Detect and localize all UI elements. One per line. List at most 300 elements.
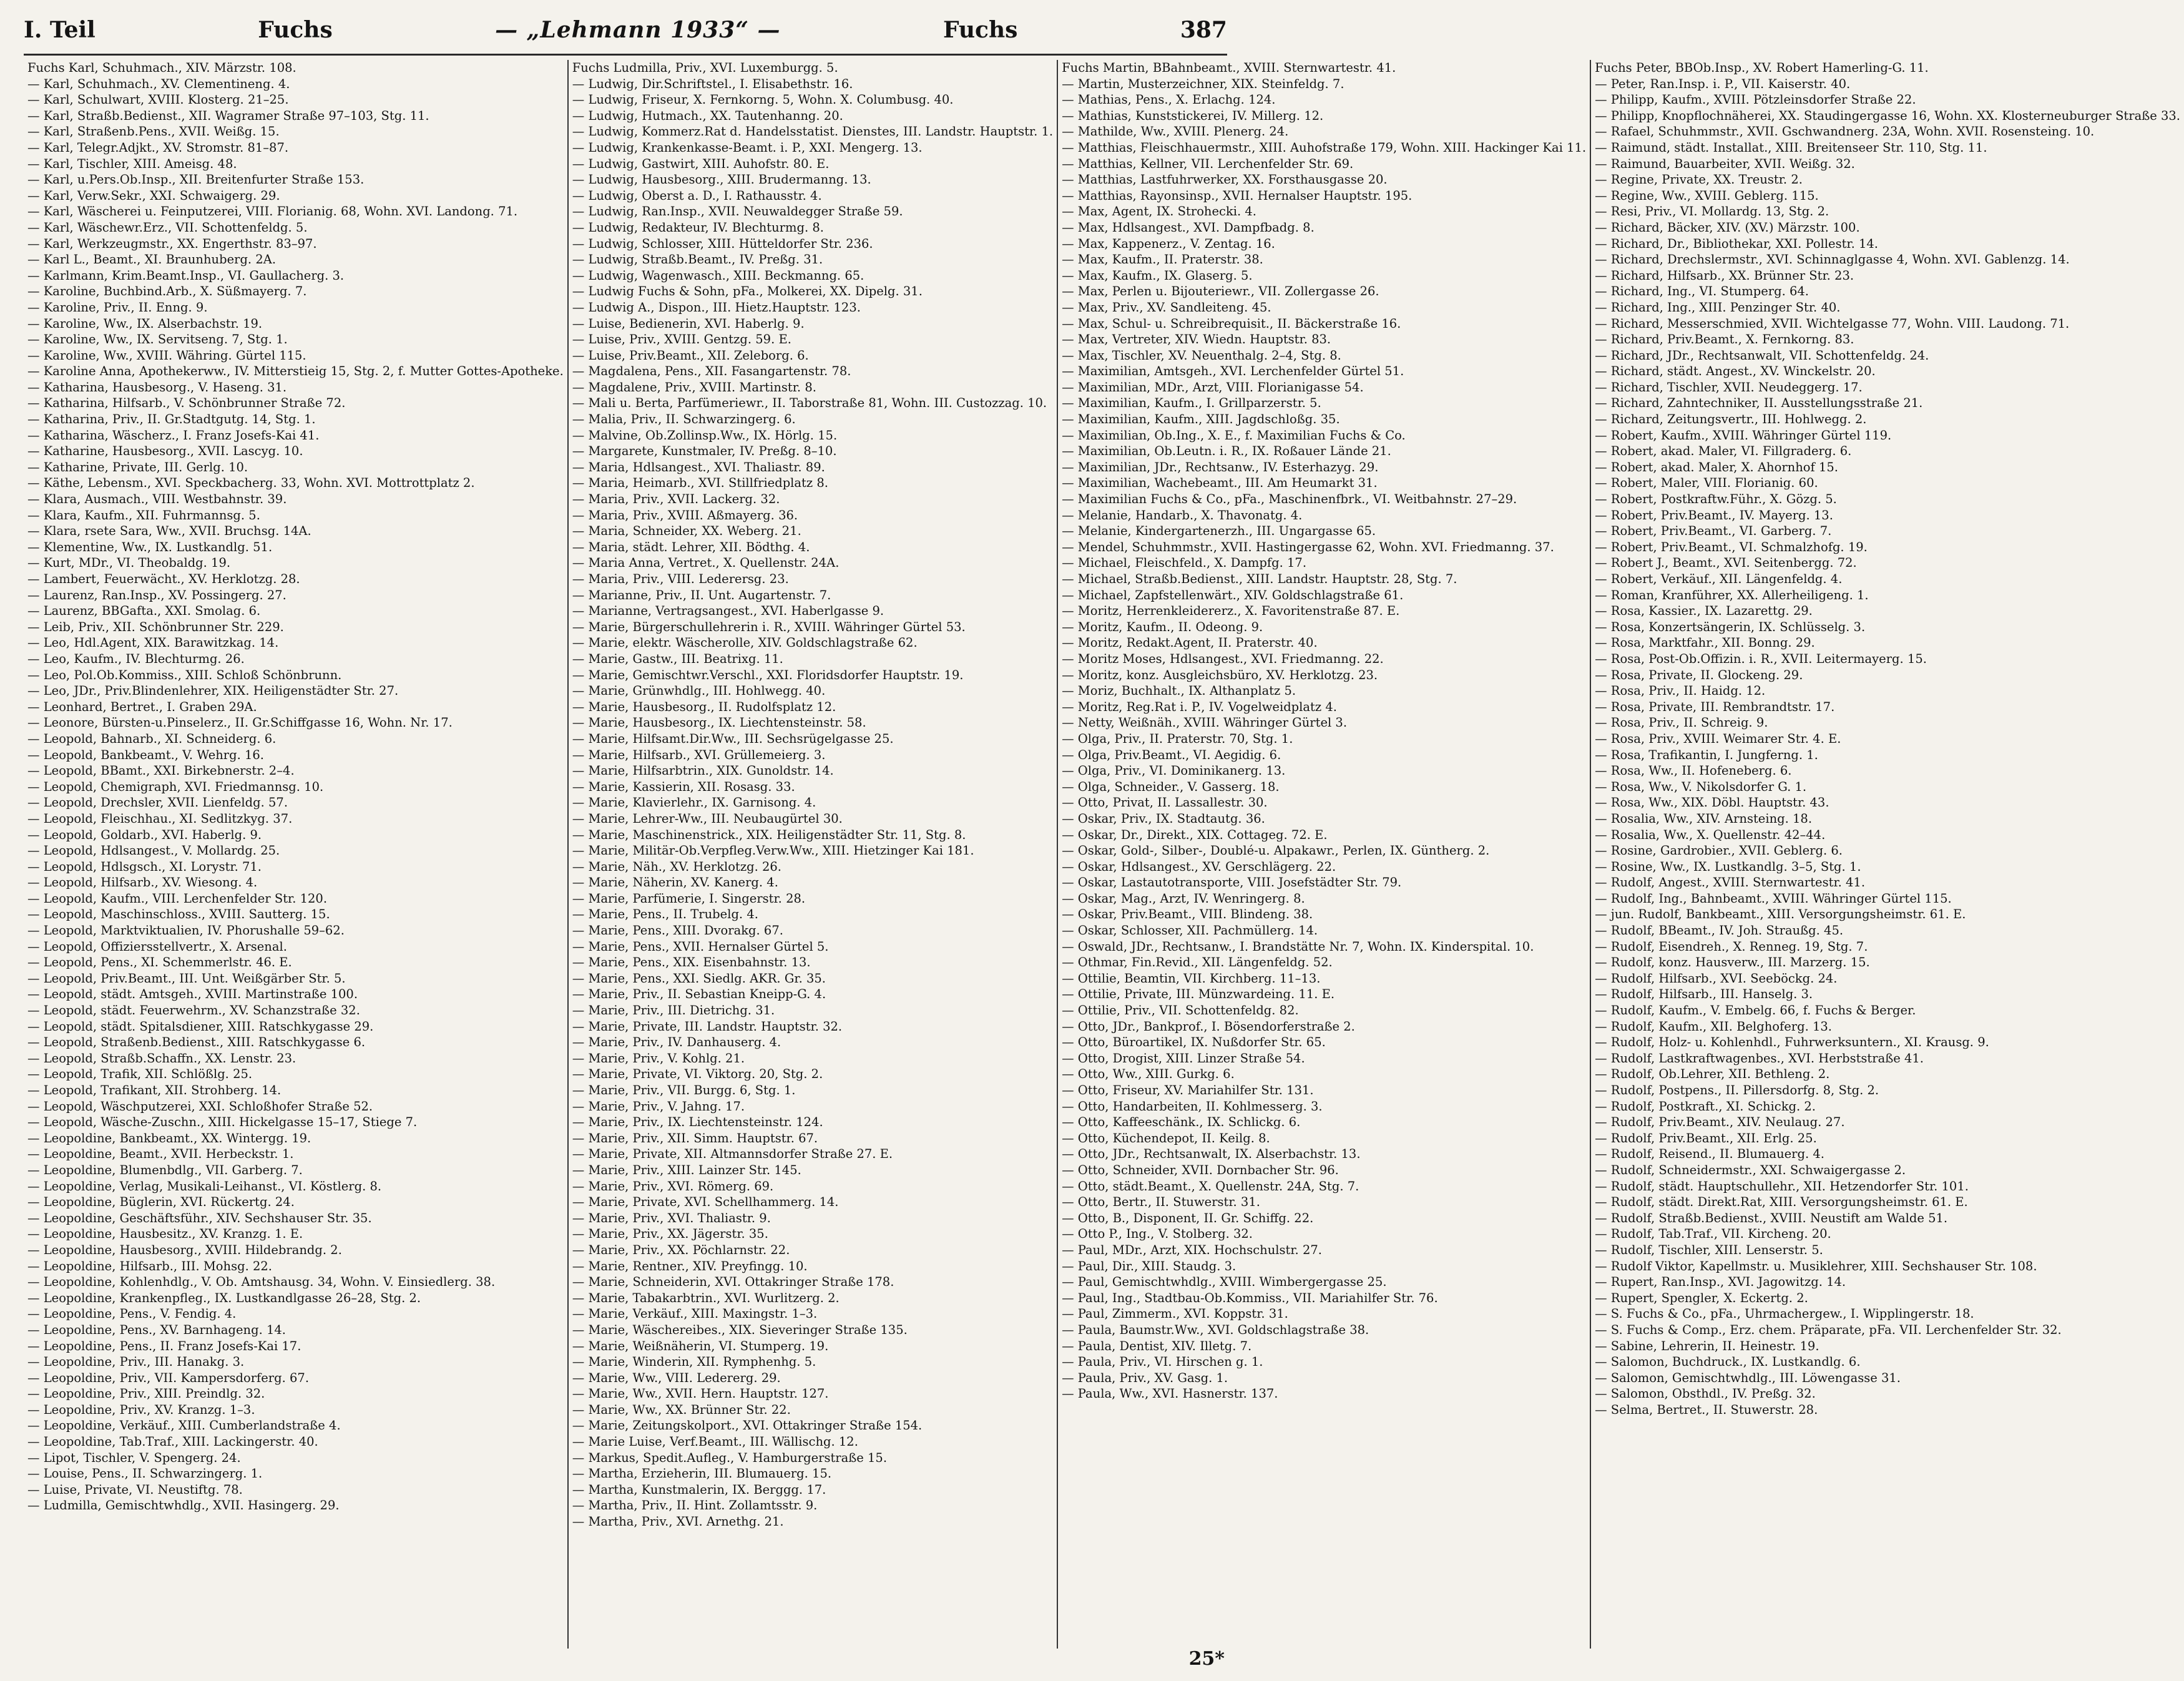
- directory-entry: — Otto, JDr., Bankprof., I. Bösendorferstraße 2.: [1062, 1019, 1355, 1034]
- directory-entry: — Rudolf, Priv.Beamt., XII. Erlg. 25.: [1595, 1130, 1817, 1145]
- directory-entry: — Robert, Kaufm., XVIII. Währinger Gürtel 119.: [1595, 428, 1892, 443]
- directory-entry: — Karoline, Ww., IX. Servitseng. 7, Stg. 1.: [27, 332, 288, 347]
- directory-entry: — Rudolf, Kaufm., V. Embelg. 66, f. Fuchs & Berger.: [1595, 1003, 1916, 1018]
- directory-entry: — Otto, Friseur, XV. Mariahilfer Str. 131.: [1062, 1083, 1314, 1097]
- directory-entry: — Philipp, Knopflochnäherei, XX. Staudingergasse 16, Wohn. XX. Klosterneuburger Straße 33.: [1595, 108, 2180, 123]
- directory-entry: — Leopoldine, Bankbeamt., XX. Wintergg. 19.: [27, 1130, 311, 1145]
- directory-entry: — Moriz, Buchhalt., IX. Althanplatz 5.: [1062, 684, 1296, 698]
- directory-entry: — Paul, Gemischtwhdlg., XVIII. Wimbergergasse 25.: [1062, 1275, 1387, 1290]
- directory-entry: — Leopold, städt. Feuerwehrm., XV. Schanzstraße 32.: [27, 1003, 360, 1018]
- directory-entry: — Leopoldine, Beamt., XVII. Herbeckstr. 1.: [27, 1147, 294, 1162]
- directory-entry: — Karl, u.Pers.Ob.Insp., XII. Breitenfurter Straße 153.: [27, 172, 365, 187]
- directory-entry: — Rudolf, Angest., XVIII. Sternwartestr. 41.: [1595, 875, 1866, 890]
- directory-entry: — Marie, Pens., II. Trubelg. 4.: [572, 907, 758, 922]
- directory-entry: — Karoline Anna, Apothekerww., IV. Mitterstieig 15, Stg. 2, f. Mutter Gottes-Apotheke.: [27, 364, 564, 379]
- directory-entry: — Ludwig, Ran.Insp., XVII. Neuwaldegger Straße 59.: [572, 204, 903, 219]
- directory-entry: — Lambert, Feuerwächt., XV. Herklotzg. 28.: [27, 572, 300, 586]
- directory-entry: — Moritz Moses, Hdlsangest., XVI. Friedmanng. 22.: [1062, 651, 1384, 666]
- directory-entry: — Leopoldine, Hilfsarb., III. Mohsg. 22.: [27, 1258, 272, 1273]
- column-1: [24, 60, 569, 1649]
- directory-entry: — Karl, Werkzeugmstr., XX. Engerthstr. 83–97.: [27, 236, 317, 251]
- directory-entry: — Rosa, Marktfahr., XII. Bonng. 29.: [1595, 635, 1815, 650]
- directory-entry: — Otto, Drogist, XIII. Linzer Straße 54.: [1062, 1051, 1305, 1066]
- directory-entry: — Oskar, Lastautotransporte, VIII. Josefstädter Str. 79.: [1062, 875, 1402, 890]
- directory-entry: — Rosa, Kassier., IX. Lazarettg. 29.: [1595, 604, 1813, 619]
- directory-entry: — Richard, Dr., Bibliothekar, XXI. Pollestr. 14.: [1595, 236, 1879, 251]
- directory-entry: — Rudolf, Hilfsarb., XVI. Seeböckg. 24.: [1595, 971, 1838, 986]
- directory-entry: — Rosa, Priv., II. Schreig. 9.: [1595, 715, 1768, 730]
- directory-entry: — Rudolf, Lastkraftwagenbes., XVI. Herbststraße 41.: [1595, 1051, 1924, 1066]
- directory-entry: — Robert, Priv.Beamt., VI. Garberg. 7.: [1595, 524, 1832, 539]
- directory-entry: — Richard, Hilfsarb., XX. Brünner Str. 23.: [1595, 268, 1854, 283]
- directory-entry: — Leopold, Wäschputzerei, XXI. Schloßhofer Straße 52.: [27, 1099, 373, 1114]
- directory-entry: — Rudolf, Reisend., II. Blumauerg. 4.: [1595, 1147, 1824, 1162]
- directory-entry: — Robert, Postkraftw.Führ., X. Gözg. 5.: [1595, 492, 1837, 507]
- directory-entry: — Marie, Maschinenstrick., XIX. Heiligenstädter Str. 11, Stg. 8.: [572, 827, 966, 842]
- directory-entry: — Max, Vertreter, XIV. Wiedn. Hauptstr. 83.: [1062, 332, 1331, 347]
- directory-entry: — Marie, Militär-Ob.Verpfleg.Verw.Ww., XIII. Hietzinger Kai 181.: [572, 843, 974, 858]
- directory-entry: — Leopoldine, Pens., XV. Barnhageng. 14.: [27, 1322, 286, 1337]
- directory-entry: — Leopold, Hdlsgsch., XI. Lorystr. 71.: [27, 859, 262, 874]
- directory-entry: — Marie, Private, XII. Altmannsdorfer Straße 27. E.: [572, 1147, 893, 1162]
- header-surname-right: Fuchs: [943, 17, 1018, 43]
- directory-entry: — Paula, Priv., VI. Hirschen g. 1.: [1062, 1355, 1263, 1370]
- directory-entry: — Regine, Ww., XVIII. Geblerg. 115.: [1595, 188, 1819, 203]
- directory-entry: — Rosa, Private, II. Glockeng. 29.: [1595, 667, 1803, 682]
- directory-entry: — Salomon, Gemischtwhdlg., III. Löwengasse 31.: [1595, 1370, 1901, 1385]
- directory-entry: — Klara, Ausmach., VIII. Westbahnstr. 39.: [27, 492, 287, 507]
- directory-entry: — Martha, Kunstmalerin, IX. Berggg. 17.: [572, 1482, 826, 1497]
- directory-entry: — Katharine, Hausbesorg., XVII. Lascyg. 10.: [27, 444, 303, 459]
- directory-entry: — Resi, Priv., VI. Mollardg. 13, Stg. 2.: [1595, 204, 1829, 219]
- directory-entry: — Katharine, Private, III. Gerlg. 10.: [27, 459, 248, 474]
- directory-entry: — Ludwig, Redakteur, IV. Blechturmg. 8.: [572, 220, 824, 235]
- directory-entry: — Rudolf, Postkraft., XI. Schickg. 2.: [1595, 1099, 1816, 1114]
- directory-entry: — Leopold, Bahnarb., XI. Schneiderg. 6.: [27, 731, 277, 746]
- directory-entry: — Michael, Zapfstellenwärt., XIV. Goldschlagstraße 61.: [1062, 587, 1404, 602]
- directory-entry: — Ludwig, Krankenkasse-Beamt. i. P., XXI. Mengerg. 13.: [572, 140, 923, 155]
- directory-entry: — Martha, Erzieherin, III. Blumauerg. 15.: [572, 1466, 832, 1481]
- directory-entry: — Leopoldine, Büglerin, XVI. Rückertg. 24.: [27, 1195, 295, 1210]
- directory-entry: — Katharina, Wäscherz., I. Franz Josefs-Kai 41.: [27, 428, 320, 443]
- directory-entry: — Marie, Hilfsarb., XVI. Grüllemeierg. 3.: [572, 747, 826, 762]
- directory-entry: — Leopoldine, Priv., III. Hanakg. 3.: [27, 1355, 245, 1370]
- directory-entry: — Richard, städt. Angest., XV. Winckelstr. 20.: [1595, 364, 1876, 379]
- directory-entry: — Marie, Hilfsamt.Dir.Ww., III. Sechsrügelgasse 25.: [572, 731, 894, 746]
- directory-entry: — Paul, Dir., XIII. Staudg. 3.: [1062, 1258, 1236, 1273]
- directory-entry: — Otto, Büroartikel, IX. Nußdorfer Str. 65.: [1062, 1035, 1326, 1050]
- directory-entry: — Marie, Weißnäherin, VI. Stumperg. 19.: [572, 1338, 829, 1353]
- directory-entry: — Marie, Priv., V. Jahng. 17.: [572, 1099, 745, 1114]
- directory-entry: — Leopoldine, Verkäuf., XIII. Cumberlandstraße 4.: [27, 1418, 341, 1433]
- directory-entry: — Maria, Priv., XVIII. Aßmayerg. 36.: [572, 507, 798, 522]
- directory-entry: — Leopold, Straßb.Schaffn., XX. Lenstr. 23.: [27, 1051, 296, 1066]
- directory-entry: — Rudolf, Kaufm., XII. Belghoferg. 13.: [1595, 1019, 1832, 1034]
- directory-entry: — Katharina, Hilfsarb., V. Schönbrunner Straße 72.: [27, 396, 346, 411]
- directory-entry: — Marie, Ww., XX. Brünner Str. 22.: [572, 1402, 791, 1417]
- directory-entry: — Markus, Spedit.Aufleg., V. Hamburgerstraße 15.: [572, 1450, 888, 1465]
- directory-entry: — Maximilian, MDr., Arzt, VIII. Florianigasse 54.: [1062, 380, 1364, 395]
- directory-entry: — jun. Rudolf, Bankbeamt., XIII. Versorgungsheimstr. 61. E.: [1595, 907, 1966, 922]
- directory-entry: — Käthe, Lebensm., XVI. Speckbacherg. 33, Wohn. XVI. Mottrottplatz 2.: [27, 476, 475, 491]
- directory-entry: — Marie, Priv., II. Sebastian Kneipp-G. 4.: [572, 987, 826, 1002]
- directory-entry: — Leo, Kaufm., IV. Blechturmg. 26.: [27, 651, 245, 666]
- directory-entry: — Philipp, Kaufm., XVIII. Pötzleinsdorfer Straße 22.: [1595, 92, 1916, 107]
- column-4: [1591, 60, 2184, 1649]
- directory-entry: — Luise, Private, VI. Neustiftg. 78.: [27, 1482, 243, 1497]
- directory-entry: — Marie, Lehrer-Ww., III. Neubaugürtel 30.: [572, 811, 843, 826]
- directory-entry: — Max, Hdlsangest., XVI. Dampfbadg. 8.: [1062, 220, 1315, 235]
- directory-entry: — Robert, akad. Maler, X. Ahornhof 15.: [1595, 459, 1838, 474]
- directory-entry: — Maximilian, JDr., Rechtsanw., IV. Esterhazyg. 29.: [1062, 459, 1379, 474]
- directory-entry: — Ottilie, Beamtin, VII. Kirchberg. 11–13.: [1062, 971, 1321, 986]
- directory-entry: — Max, Agent, IX. Strohecki. 4.: [1062, 204, 1257, 219]
- directory-entry: — Marie, Priv., IX. Liechtensteinstr. 124.: [572, 1115, 823, 1130]
- directory-entry: — Moritz, Kaufm., II. Odeong. 9.: [1062, 619, 1263, 634]
- directory-entry: — Otto, B., Disponent, II. Gr. Schiffg. 22.: [1062, 1210, 1314, 1225]
- header-surname-left: Fuchs: [258, 17, 333, 43]
- directory-entry: — Karl, Tischler, XIII. Ameisg. 48.: [27, 156, 237, 171]
- directory-entry: — Ottilie, Priv., VII. Schottenfeldg. 82.: [1062, 1003, 1299, 1018]
- directory-entry: — Otto, Handarbeiten, II. Kohlmesserg. 3.: [1062, 1099, 1323, 1114]
- directory-entry: — Leopold, Trafikant, XII. Strohberg. 14.: [27, 1083, 282, 1097]
- directory-entry: — Marie, Priv., VII. Burgg. 6, Stg. 1.: [572, 1083, 796, 1097]
- directory-entry: — Rosa, Private, III. Rembrandtstr. 17.: [1595, 699, 1835, 714]
- directory-entry: — Margarete, Kunstmaler, IV. Preßg. 8–10.: [572, 444, 837, 459]
- directory-entry: — Leopold, städt. Amtsgeh., XVIII. Martinstraße 100.: [27, 987, 358, 1002]
- directory-entry: — Marie, Wäschereibes., XIX. Sieveringer Straße 135.: [572, 1322, 908, 1337]
- directory-entry: — Leopoldine, Pens., V. Fendig. 4.: [27, 1306, 237, 1321]
- directory-entry: — Maria, städt. Lehrer, XII. Bödthg. 4.: [572, 539, 810, 554]
- directory-entry: — Rudolf, Tab.Traf., VII. Kircheng. 20.: [1595, 1227, 1831, 1242]
- directory-entry: — Melanie, Kindergartenerzh., III. Ungargasse 65.: [1062, 524, 1376, 539]
- directory-entry: — Richard, Zahntechniker, II. Ausstellungsstraße 21.: [1595, 396, 1923, 411]
- directory-entry: — Magdalene, Priv., XVIII. Martinstr. 8.: [572, 380, 816, 395]
- directory-entry: — Karl, Telegr.Adjkt., XV. Stromstr. 81–87.: [27, 140, 289, 155]
- directory-entry: — Karl, Straßenb.Pens., XVII. Weißg. 15.: [27, 124, 280, 139]
- directory-entry: — Marie, Priv., XX. Jägerstr. 35.: [572, 1227, 768, 1242]
- directory-entry: — Rudolf, Ob.Lehrer, XII. Bethleng. 2.: [1595, 1067, 1830, 1082]
- directory-entry: — Marie, Priv., IV. Danhauserg. 4.: [572, 1035, 781, 1050]
- directory-entry: — Robert, Priv.Beamt., VI. Schmalzhofg. 19.: [1595, 539, 1868, 554]
- directory-entry: — Maximilian, Kaufm., XIII. Jagdschloßg. 35.: [1062, 412, 1340, 427]
- directory-entry: — Mendel, Schuhmmstr., XVII. Hastingergasse 62, Wohn. XVI. Friedmanng. 37.: [1062, 539, 1554, 554]
- directory-entry: — Rudolf, städt. Direkt.Rat, XIII. Versorgungsheimstr. 61. E.: [1595, 1195, 1968, 1210]
- directory-entry: — Ludmilla, Gemischtwhdlg., XVII. Hasingerg. 29.: [27, 1498, 340, 1513]
- directory-entry: — Leopold, Fleischhau., XI. Sedlitzkyg. 37.: [27, 811, 293, 826]
- directory-entry: — Leopoldine, Hausbesitz., XV. Kranzg. 1. E.: [27, 1227, 303, 1242]
- directory-entry: — Rudolf, Postpens., II. Pillersdorfg. 8, Stg. 2.: [1595, 1083, 1879, 1097]
- directory-entry: — Moritz, Herrenkleidererz., X. Favoritenstraße 87. E.: [1062, 604, 1400, 619]
- directory-entry: — Marie, Klavierlehr., IX. Garnisong. 4.: [572, 795, 816, 810]
- directory-entry: — Leo, JDr., Priv.Blindenlehrer, XIX. Heiligenstädter Str. 27.: [27, 684, 399, 698]
- directory-entry: — Matthias, Fleischhauermstr., XIII. Auhofstraße 179, Wohn. XIII. Hackinger Kai 11.: [1062, 140, 1587, 155]
- directory-entry: — Rudolf Viktor, Kapellmstr. u. Musiklehrer, XIII. Sechshauser Str. 108.: [1595, 1258, 2037, 1273]
- directory-entry: — Oskar, Mag., Arzt, IV. Wenringerg. 8.: [1062, 891, 1305, 906]
- directory-entry: — Karl, Schuhmach., XV. Clementineng. 4.: [27, 76, 290, 91]
- directory-entry: Fuchs Peter, BBOb.Insp., XV. Robert Hamerling-G. 11.: [1595, 61, 1929, 75]
- directory-entry: — Marie, Priv., XX. Pöchlarnstr. 22.: [572, 1242, 790, 1257]
- directory-entry: — Karl, Straßb.Bedienst., XII. Wagramer Straße 97–103, Stg. 11.: [27, 108, 429, 123]
- directory-entry: — Moritz, Redakt.Agent, II. Praterstr. 40.: [1062, 635, 1318, 650]
- directory-entry: — Marie, Gemischtwr.Verschl., XXI. Floridsdorfer Hauptstr. 19.: [572, 667, 964, 682]
- directory-entry: — Robert, Verkäuf., XII. Längenfeldg. 4.: [1595, 572, 1843, 586]
- directory-entry: — Leopold, Pens., XI. Schemmerlstr. 46. E.: [27, 955, 292, 970]
- directory-entry: — Salomon, Obsthdl., IV. Preßg. 32.: [1595, 1386, 1816, 1401]
- directory-entry: — Leopold, Chemigraph, XVI. Friedmannsg. 10.: [27, 779, 324, 794]
- directory-entry: — Marie, Private, XVI. Schellhammerg. 14.: [572, 1195, 839, 1210]
- directory-entry: — Leopoldine, Pens., II. Franz Josefs-Kai 17.: [27, 1338, 301, 1353]
- directory-entry: — Ludwig, Kommerz.Rat d. Handelsstatist. Dienstes, III. Landstr. Hauptstr. 1.: [572, 124, 1054, 139]
- directory-entry: — Leopoldine, Blumenbdlg., VII. Garberg. 7.: [27, 1162, 303, 1177]
- directory-entry: — Netty, Weißnäh., XVIII. Währinger Gürtel 3.: [1062, 715, 1348, 730]
- directory-entry: — Leopoldine, Verlag, Musikali-Leihanst., VI. Köstlerg. 8.: [27, 1179, 382, 1193]
- header-rule: [24, 54, 1227, 56]
- directory-entry: — Lipot, Tischler, V. Spengerg. 24.: [27, 1450, 241, 1465]
- directory-entry: — Marie, Pens., XXI. Siedlg. AKR. Gr. 35.: [572, 971, 826, 986]
- directory-entry: — Marie, Kassierin, XII. Rosasg. 33.: [572, 779, 795, 794]
- directory-entry: — Rosalia, Ww., X. Quellenstr. 42–44.: [1595, 827, 1826, 842]
- directory-entry: — Rudolf, Holz- u. Kohlenhdl., Fuhrwerksuntern., XI. Krausg. 9.: [1595, 1035, 1989, 1050]
- directory-entry: — Richard, JDr., Rechtsanwalt, VII. Schottenfeldg. 24.: [1595, 348, 1929, 363]
- directory-entry: — Marie, elektr. Wäscherolle, XIV. Goldschlagstraße 62.: [572, 635, 918, 650]
- directory-entry: — Rosine, Gardrobier., XVII. Geblerg. 6.: [1595, 843, 1843, 858]
- directory-entry: — Ludwig A., Dispon., III. Hietz.Hauptstr. 123.: [572, 300, 861, 315]
- directory-entry: — Paul, Ing., Stadtbau-Ob.Kommiss., VII. Mariahilfer Str. 76.: [1062, 1290, 1438, 1305]
- directory-entry: — Leopoldine, Priv., VII. Kampersdorferg. 67.: [27, 1370, 310, 1385]
- directory-entry: — Marianne, Vertragsangest., XVI. Haberlgasse 9.: [572, 604, 884, 619]
- directory-entry: — Rosine, Ww., IX. Lustkandlg. 3–5, Stg. 1.: [1595, 859, 1861, 874]
- directory-entry: — Marie, Private, III. Landstr. Hauptstr. 32.: [572, 1019, 843, 1034]
- directory-entry: — Richard, Ing., VI. Stumperg. 64.: [1595, 284, 1809, 299]
- directory-entry: — Martin, Musterzeichner, XIX. Steinfeldg. 7.: [1062, 76, 1344, 91]
- directory-entry: — Moritz, Reg.Rat i. P., IV. Vogelweidplatz 4.: [1062, 699, 1337, 714]
- directory-entry: — Maximilian, Ob.Leutn. i. R., IX. Roßauer Lände 21.: [1062, 444, 1391, 459]
- page-number: 387: [1180, 17, 1227, 43]
- directory-entry: — Max, Kappenerz., V. Zentag. 16.: [1062, 236, 1275, 251]
- directory-entry: — Marie, Rentner., XIV. Preyfingg. 10.: [572, 1258, 808, 1273]
- directory-entry: — Marie, Grünwhdlg., III. Hohlwegg. 40.: [572, 684, 826, 698]
- directory-entry: — Rosa, Trafikantin, I. Jungferng. 1.: [1595, 747, 1818, 762]
- directory-entry: — Matthias, Lastfuhrwerker, XX. Forsthausgasse 20.: [1062, 172, 1388, 187]
- directory-entry: — Maria, Priv., XVII. Lackerg. 32.: [572, 492, 780, 507]
- directory-entry: — Michael, Straßb.Bedienst., XIII. Landstr. Hauptstr. 28, Stg. 7.: [1062, 572, 1457, 586]
- directory-entry: — Richard, Messerschmied, XVII. Wichtelgasse 77, Wohn. VIII. Laudong. 71.: [1595, 316, 2070, 331]
- directory-entry: — Otto, Schneider, XVII. Dornbacher Str. 96.: [1062, 1162, 1339, 1177]
- directory-entry: — Robert, akad. Maler, VI. Fillgraderg. 6.: [1595, 444, 1852, 459]
- directory-entry: — Luise, Priv., XVIII. Gentzg. 59. E.: [572, 332, 791, 347]
- directory-entry: — Otto, städt.Beamt., X. Quellenstr. 24A, Stg. 7.: [1062, 1179, 1359, 1193]
- directory-entry: — S. Fuchs & Comp., Erz. chem. Präparate, pFa. VII. Lerchenfelder Str. 32.: [1595, 1322, 2062, 1337]
- directory-entry: — Marie, Gastw., III. Beatrixg. 11.: [572, 651, 783, 666]
- directory-entry: — Otto, JDr., Rechtsanwalt, IX. Alserbachstr. 13.: [1062, 1147, 1361, 1162]
- directory-entry: — Otto, Privat, II. Lassallestr. 30.: [1062, 795, 1268, 810]
- directory-entry: — Marie, Priv., XVI. Thaliastr. 9.: [572, 1210, 771, 1225]
- directory-entry: — Maria Anna, Vertret., X. Quellenstr. 24A.: [572, 556, 840, 571]
- directory-entry: — Leopoldine, Geschäftsführ., XIV. Sechshauser Str. 35.: [27, 1210, 372, 1225]
- directory-entry: — Richard, Tischler, XVII. Neudeggerg. 17.: [1595, 380, 1863, 395]
- directory-entry: — Rosa, Priv., XVIII. Weimarer Str. 4. E.: [1595, 731, 1841, 746]
- directory-entry: — Rosa, Ww., II. Hofeneberg. 6.: [1595, 763, 1792, 778]
- directory-entry: — Olga, Priv.Beamt., VI. Aegidig. 6.: [1062, 747, 1281, 762]
- signature-mark: 25*: [1188, 1648, 1225, 1670]
- directory-entry: — Leopold, Kaufm., VIII. Lerchenfelder Str. 120.: [27, 891, 328, 906]
- directory-entry: — Malia, Priv., II. Schwarzingerg. 6.: [572, 412, 796, 427]
- directory-entry: — Max, Perlen u. Bijouteriewr., VII. Zollergasse 26.: [1062, 284, 1379, 299]
- directory-entry: — Max, Priv., XV. Sandleiteng. 45.: [1062, 300, 1271, 315]
- directory-entry: — Marie, Hilfsarbtrin., XIX. Gunoldstr. 14.: [572, 763, 834, 778]
- directory-entry: — Leopold, Wäsche-Zuschn., XIII. Hickelgasse 15–17, Stiege 7.: [27, 1115, 418, 1130]
- directory-entry: — Salomon, Buchdruck., IX. Lustkandlg. 6.: [1595, 1355, 1861, 1370]
- directory-entry: — Michael, Fleischfeld., X. Dampfg. 17.: [1062, 556, 1307, 571]
- directory-entry: — Mathias, Pens., X. Erlachg. 124.: [1062, 92, 1276, 107]
- directory-entry: — Karoline, Buchbind.Arb., X. Süßmayerg. 7.: [27, 284, 307, 299]
- directory-entry: — Marie, Priv., III. Dietrichg. 31.: [572, 1003, 775, 1018]
- directory-entry: — Max, Kaufm., IX. Glaserg. 5.: [1062, 268, 1253, 283]
- directory-entry: — Mali u. Berta, Parfümeriewr., II. Taborstraße 81, Wohn. III. Custozzag. 10.: [572, 396, 1047, 411]
- directory-entry: — Matthias, Kellner, VII. Lerchenfelder Str. 69.: [1062, 156, 1354, 171]
- directory-entry: — Leib, Priv., XII. Schönbrunner Str. 229.: [27, 619, 284, 634]
- directory-entry: — Leopold, Drechsler, XVII. Lienfeldg. 57.: [27, 795, 288, 810]
- directory-entry: — Rudolf, Eisendreh., X. Renneg. 19, Stg. 7.: [1595, 939, 1868, 954]
- directory-entry: — Karl, Verw.Sekr., XXI. Schwaigerg. 29.: [27, 188, 280, 203]
- directory-entry: — Olga, Priv., VI. Dominikanerg. 13.: [1062, 763, 1286, 778]
- directory-entry: — Marie, Private, VI. Viktorg. 20, Stg. 2.: [572, 1067, 823, 1082]
- directory-entry: — Marie, Tabakarbtrin., XVI. Wurlitzerg. 2.: [572, 1290, 840, 1305]
- directory-entry: — Laurenz, BBGafta., XXI. Smolag. 6.: [27, 604, 261, 619]
- header-title: — „Lehmann 1933“ —: [495, 17, 781, 43]
- directory-entry: — Klara, Kaufm., XII. Fuhrmannsg. 5.: [27, 507, 260, 522]
- directory-entry: — Leopold, Priv.Beamt., III. Unt. Weißgärber Str. 5.: [27, 971, 346, 986]
- directory-entry: — Peter, Ran.Insp. i. P., VII. Kaiserstr. 40.: [1595, 76, 1851, 91]
- directory-entry: — Leopoldine, Priv., XIII. Preindlg. 32.: [27, 1386, 265, 1401]
- directory-entry: — Katharina, Hausbesorg., V. Haseng. 31.: [27, 380, 287, 395]
- directory-entry: — Otto, Bertr., II. Stuwerstr. 31.: [1062, 1195, 1260, 1210]
- directory-entry: — Leopold, Marktviktualien, IV. Phorushalle 59–62.: [27, 923, 345, 938]
- directory-entry: — Oskar, Schlosser, XII. Pachmüllerg. 14.: [1062, 923, 1318, 938]
- directory-entry: — Robert J., Beamt., XVI. Seitenbergg. 72.: [1595, 556, 1857, 571]
- directory-entry: — Marie, Bürgerschullehrerin i. R., XVIII. Währinger Gürtel 53.: [572, 619, 966, 634]
- directory-entry: — Marie, Priv., XVI. Römerg. 69.: [572, 1179, 774, 1193]
- directory-entry: — Oskar, Priv.Beamt., VIII. Blindeng. 38.: [1062, 907, 1313, 922]
- directory-entry: — Marie, Hausbesorg., II. Rudolfsplatz 12.: [572, 699, 836, 714]
- directory-entry: — Leopoldine, Tab.Traf., XIII. Lackingerstr. 40.: [27, 1434, 318, 1449]
- directory-entry: — Marie Luise, Verf.Beamt., III. Wällischg. 12.: [572, 1434, 858, 1449]
- directory-entry: — S. Fuchs & Co., pFa., Uhrmachergew., I. Wipplingerstr. 18.: [1595, 1306, 1974, 1321]
- directory-entry: — Maximilian, Wachebeamt., III. Am Heumarkt 31.: [1062, 476, 1378, 491]
- directory-entry: — Regine, Private, XX. Treustr. 2.: [1595, 172, 1803, 187]
- directory-entry: — Mathilde, Ww., XVIII. Plenerg. 24.: [1062, 124, 1289, 139]
- directory-entry: — Matthias, Rayonsinsp., XVII. Hernalser Hauptstr. 195.: [1062, 188, 1413, 203]
- header-section: I. Teil: [24, 17, 95, 43]
- directory-entry: — Maria, Priv., VIII. Lederersg. 23.: [572, 572, 789, 586]
- directory-entry: — Leopoldine, Priv., XV. Kranzg. 1–3.: [27, 1402, 255, 1417]
- directory-entry: — Marie, Schneiderin, XVI. Ottakringer Straße 178.: [572, 1275, 894, 1290]
- directory-entry: — Karlmann, Krim.Beamt.Insp., VI. Gaullacherg. 3.: [27, 268, 345, 283]
- directory-entry: — Ludwig, Hutmach., XX. Tautenhanng. 20.: [572, 108, 843, 123]
- directory-entry: — Ottilie, Private, III. Münzwardeing. 11. E.: [1062, 987, 1335, 1002]
- directory-entry: — Leopold, Hdlsangest., V. Mollardg. 25.: [27, 843, 280, 858]
- directory-entry: — Karl, Wäschewr.Erz., VII. Schottenfeldg. 5.: [27, 220, 308, 235]
- directory-entry: — Kurt, MDr., VI. Theobaldg. 19.: [27, 556, 231, 571]
- directory-entry: — Marie, Näh., XV. Herklotzg. 26.: [572, 859, 782, 874]
- directory-entry: — Ludwig, Hausbesorg., XIII. Brudermanng. 13.: [572, 172, 871, 187]
- directory-entry: Fuchs Ludmilla, Priv., XVI. Luxemburgg. 5.: [572, 61, 838, 75]
- page-header: [24, 9, 1227, 51]
- directory-entry: — Klara, rsete Sara, Ww., XVII. Bruchsg. 14A.: [27, 524, 311, 539]
- directory-entry: — Marie, Winderin, XII. Rymphenhg. 5.: [572, 1355, 816, 1370]
- directory-entry: — Richard, Zeitungsvertr., III. Hohlwegg. 2.: [1595, 412, 1867, 427]
- directory-entry: — Rudolf, Ing., Bahnbeamt., XVIII. Währinger Gürtel 115.: [1595, 891, 1952, 906]
- directory-entry: — Leopold, Bankbeamt., V. Wehrg. 16.: [27, 747, 265, 762]
- directory-entry: — Leopoldine, Kohlenhdlg., V. Ob. Amtshausg. 34, Wohn. V. Einsiedlerg. 38.: [27, 1275, 496, 1290]
- directory-entry: — Leopold, Hilfsarb., XV. Wiesong. 4.: [27, 875, 258, 890]
- directory-entry: — Rafael, Schuhmmstr., XVII. Gschwandnerg. 23A, Wohn. XVII. Rosensteing. 10.: [1595, 124, 2095, 139]
- directory-entry: — Oskar, Priv., IX. Stadtautg. 36.: [1062, 811, 1265, 826]
- directory-entry: — Karl, Schulwart, XVIII. Klosterg. 21–25.: [27, 92, 289, 107]
- column-2: [569, 60, 1058, 1649]
- directory-entry: — Leo, Hdl.Agent, XIX. Barawitzkag. 14.: [27, 635, 279, 650]
- directory-entry: — Marie, Näherin, XV. Kanerg. 4.: [572, 875, 778, 890]
- directory-entry: — Rudolf, Schneidermstr., XXI. Schwaigergasse 2.: [1595, 1162, 1906, 1177]
- directory-entry: — Maria, Heimarb., XVI. Stillfriedplatz 8.: [572, 476, 828, 491]
- directory-entry: — Sabine, Lehrerin, II. Heinestr. 19.: [1595, 1338, 1819, 1353]
- directory-entry: — Leopold, Straßenb.Bedienst., XIII. Ratschkygasse 6.: [27, 1035, 366, 1050]
- directory-entry: — Moritz, konz. Ausgleichsbüro, XV. Herklotzg. 23.: [1062, 667, 1378, 682]
- directory-entry: — Roman, Kranführer, XX. Allerheiligeng. 1.: [1595, 587, 1869, 602]
- directory-entry: — Marie, Priv., V. Kohlg. 21.: [572, 1051, 745, 1066]
- directory-entry: — Rosa, Ww., XIX. Döbl. Hauptstr. 43.: [1595, 795, 1829, 810]
- directory-entry: — Ludwig, Wagenwasch., XIII. Beckmanng. 65.: [572, 268, 864, 283]
- directory-entry: — Karoline, Priv., II. Enng. 9.: [27, 300, 208, 315]
- directory-entry: — Marie, Pens., XIII. Dvorakg. 67.: [572, 923, 783, 938]
- directory-entry: — Leopold, städt. Spitalsdiener, XIII. Ratschkygasse 29.: [27, 1019, 374, 1034]
- directory-entry: — Ludwig, Dir.Schriftstel., I. Elisabethstr. 16.: [572, 76, 853, 91]
- directory-entry: — Rupert, Ran.Insp., XVI. Jagowitzg. 14.: [1595, 1275, 1846, 1290]
- directory-entry: — Max, Schul- u. Schreibrequisit., II. Bäckerstraße 16.: [1062, 316, 1401, 331]
- directory-entry: — Leo, Pol.Ob.Kommiss., XIII. Schloß Schönbrunn.: [27, 667, 342, 682]
- directory-entry: — Otto, Ww., XIII. Gurkg. 6.: [1062, 1067, 1235, 1082]
- directory-entry: — Marie, Priv., XII. Simm. Hauptstr. 67.: [572, 1130, 818, 1145]
- directory-entry: — Max, Tischler, XV. Neuenthalg. 2–4, Stg. 8.: [1062, 348, 1341, 363]
- directory-entry: — Marianne, Priv., II. Unt. Augartenstr. 7.: [572, 587, 831, 602]
- directory-entry: — Oskar, Hdlsangest., XV. Gerschlägerg. 22.: [1062, 859, 1336, 874]
- directory-entry: — Marie, Priv., XIII. Lainzer Str. 145.: [572, 1162, 801, 1177]
- directory-entry: — Oskar, Dr., Direkt., XIX. Cottageg. 72. E.: [1062, 827, 1328, 842]
- directory-entry: — Maria, Schneider, XX. Weberg. 21.: [572, 524, 801, 539]
- directory-entry: — Otto, Küchendepot, II. Keilg. 8.: [1062, 1130, 1270, 1145]
- directory-entry: — Oswald, JDr., Rechtsanw., I. Brandstätte Nr. 7, Wohn. IX. Kinderspital. 10.: [1062, 939, 1534, 954]
- directory-entry: — Paula, Dentist, XIV. Illetg. 7.: [1062, 1338, 1252, 1353]
- directory-entry: — Luise, Priv.Beamt., XII. Zeleborg. 6.: [572, 348, 809, 363]
- directory-entry: Fuchs Karl, Schuhmach., XIV. Märzstr. 108.: [27, 61, 296, 75]
- directory-entry: — Maximilian, Amtsgeh., XVI. Lerchenfelder Gürtel 51.: [1062, 364, 1404, 379]
- columns-container: [24, 60, 2180, 1649]
- directory-entry: — Melanie, Handarb., X. Thavonatg. 4.: [1062, 507, 1303, 522]
- directory-entry: — Maximilian, Kaufm., I. Grillparzerstr. 5.: [1062, 396, 1321, 411]
- directory-entry: — Rudolf, Straßb.Bedienst., XVIII. Neustift am Walde 51.: [1595, 1210, 1948, 1225]
- directory-entry: — Oskar, Gold-, Silber-, Doublé-u. Alpakawr., Perlen, IX. Güntherg. 2.: [1062, 843, 1490, 858]
- directory-entry: Fuchs Martin, BBahnbeamt., XVIII. Sternwartestr. 41.: [1062, 61, 1396, 75]
- directory-entry: — Leopoldine, Hausbesorg., XVIII. Hildebrandg. 2.: [27, 1242, 342, 1257]
- directory-entry: — Ludwig, Schlosser, XIII. Hütteldorfer Str. 236.: [572, 236, 873, 251]
- directory-entry: — Robert, Maler, VIII. Florianig. 60.: [1595, 476, 1818, 491]
- directory-entry: — Richard, Drechslermstr., XVI. Schinnaglgasse 4, Wohn. XVI. Gablenzg. 14.: [1595, 252, 2070, 267]
- directory-entry: — Marie, Parfümerie, I. Singerstr. 28.: [572, 891, 806, 906]
- directory-entry: — Rudolf, BBeamt., IV. Joh. Straußg. 45.: [1595, 923, 1844, 938]
- directory-entry: — Ludwig, Friseur, X. Fernkorng. 5, Wohn. X. Columbusg. 40.: [572, 92, 954, 107]
- directory-entry: — Mathias, Kunststickerei, IV. Millerg. 12.: [1062, 108, 1324, 123]
